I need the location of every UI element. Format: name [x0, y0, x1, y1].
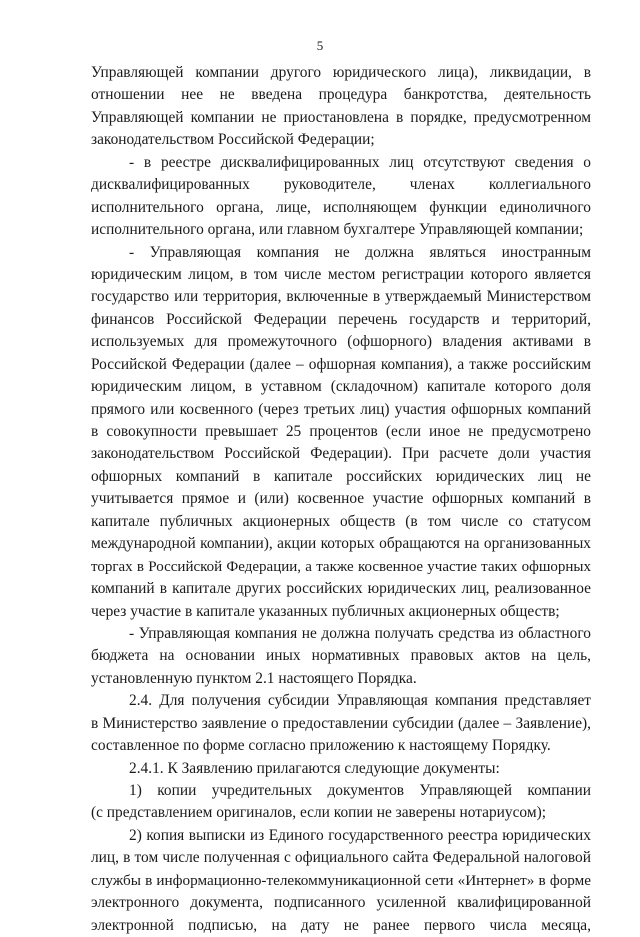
text-line: 1) копии учредительных документов Управляющей компании	[129, 782, 591, 799]
text-line: - Управляющая компания не должна являться иностранным	[129, 243, 591, 261]
text-line: государство или территория, включенные в утверждаемый Министерством	[91, 288, 591, 306]
text-line: - в реестре дисквалифицированных лиц отсутствуют сведения о	[129, 153, 591, 171]
text-line: исполнительного органа, лице, исполняющем функции единоличного	[91, 198, 591, 216]
text-line: в Министерство заявление о предоставлении субсидии (далее – Заявление),	[91, 714, 591, 732]
text-line: 2.4.1. К Заявлению прилагаются следующие документы:	[129, 759, 500, 777]
text-line: законодательством Российской Федерации). При расчете доли участия	[91, 445, 591, 463]
text-line: службы в информационно-телекоммуникационной сети «Интернет» в форме	[91, 871, 591, 889]
text-line: Управляющей компании не приостановлена в порядке, предусмотренном	[91, 108, 591, 126]
text-line: компаний в капитале других российских юридических лиц, реализованное	[91, 580, 591, 598]
body-text	[91, 62, 591, 937]
text-line: составленное по форме согласно приложению к настоящему Порядку.	[91, 737, 551, 755]
text-line: лиц, в том числе полученная с официального сайта Федеральной налоговой	[91, 849, 591, 867]
text-line: отношении нее не введена процедура банкротства, деятельность	[91, 86, 591, 104]
text-line: учитывается прямое и (или) косвенное участие офшорных компаний в	[91, 490, 591, 508]
text-line: в совокупности превышает 25 процентов (если иное не предусмотрено	[91, 423, 591, 440]
text-line: 2.4. Для получения субсидии Управляющая компания представляет	[129, 692, 591, 710]
text-line: юридическим лицом, в том числе местом регистрации которого является	[91, 265, 591, 283]
text-line: Управляющей компании другого юридического лица), ликвидации, в	[91, 64, 591, 81]
text-line: международной компании), акции которых обращаются на организованных	[91, 535, 591, 553]
text-line: - Управляющая компания не должна получать средства из областного	[129, 624, 591, 642]
text-line: электронного документа, подписанного усиленной квалифицированной	[91, 894, 591, 912]
text-line: торгах в Российской Федерации, а также косвенное участие таких офшорных	[91, 558, 591, 575]
text-line: (с представлением оригиналов, если копии не заверены нотариусом);	[91, 804, 546, 822]
text-line: офшорных компаний в капитале российских юридических лиц не	[91, 467, 591, 485]
text-line: капитале публичных акционерных обществ (в том числе со статусом	[91, 512, 591, 530]
text-line: бюджета на основании иных нормативных правовых актов на цель,	[91, 647, 591, 665]
text-line: исполнительного органа, или главном бухгалтере Управляющей компании;	[91, 221, 584, 239]
text-line: прямого или косвенного (через третьих лиц) участия офшорных компаний	[91, 400, 591, 418]
text-line: через участие в капитале указанных публичных акционерных обществ;	[91, 602, 560, 620]
text-line: финансов Российской Федерации перечень государств и территорий,	[91, 310, 591, 328]
page-number: 5	[316, 38, 324, 53]
text-line: законодательством Российской Федерации;	[91, 131, 375, 149]
text-line: используемых для промежуточного (офшорного) владения активами в	[91, 333, 591, 351]
text-line: дисквалифицированных руководителе, членах коллегиального	[91, 176, 591, 194]
text-line: 2) копия выписки из Единого государственного реестра юридических	[129, 826, 591, 844]
text-line: юридическим лицом, в уставном (складочном) капитале которого доля	[91, 378, 591, 396]
text-line: Российской Федерации (далее – офшорная компания), а также российским	[91, 355, 591, 373]
text-line: электронной подписью, на дату не ранее первого числа месяца,	[91, 916, 591, 934]
text-line: установленную пунктом 2.1 настоящего Порядка.	[91, 669, 417, 687]
